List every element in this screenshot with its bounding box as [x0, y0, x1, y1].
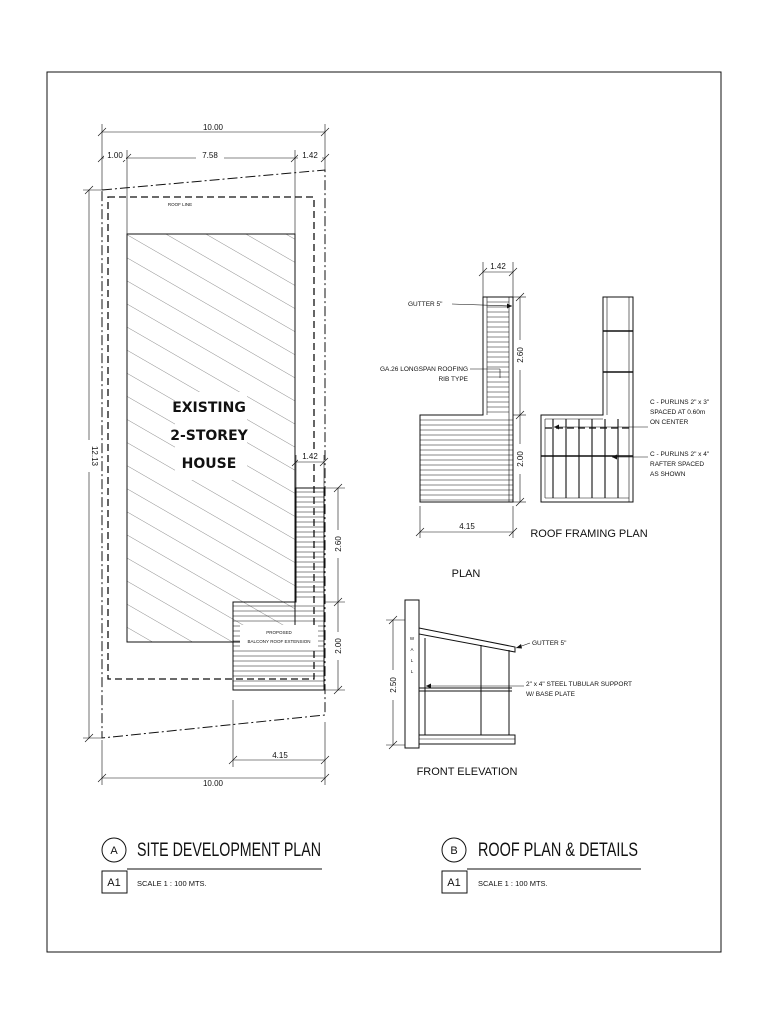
roof-plan — [380, 261, 527, 580]
plan-caption: PLAN — [451, 568, 481, 580]
framing-purlins-line1: C - PURLINS 2" x 3" — [650, 399, 710, 406]
roof-framing-plan — [530, 297, 710, 540]
plan-dim-upper: 2.60 — [516, 347, 525, 363]
title-a-letter: A — [110, 845, 118, 857]
title-a-scale: SCALE 1 : 100 MTS. — [137, 879, 207, 888]
site-dim-balcony-width: 1.42 — [302, 452, 318, 461]
title-b-sheet: A1 — [447, 877, 461, 889]
plan-dim-top: 1.42 — [490, 262, 506, 271]
plan-dim-lower: 2.00 — [516, 451, 525, 467]
plan-dim-base: 4.15 — [459, 522, 475, 531]
framing-rafter-line3: AS SHOWN — [650, 471, 686, 478]
plan-roofing-label-line2: RIB TYPE — [438, 376, 468, 383]
site-dim-middle: 7.58 — [202, 151, 218, 160]
framing-purlins-line3: ON CENTER — [650, 419, 689, 426]
site-dim-balcony-base: 4.15 — [272, 751, 288, 760]
site-dim-right-offset: 1.42 — [302, 151, 318, 160]
elevation-dim-height: 2.50 — [389, 677, 398, 693]
front-elevation — [386, 600, 632, 778]
wall-letter-1: W — [409, 636, 415, 641]
elevation-support-line2: W/ BASE PLATE — [526, 691, 576, 698]
proposed-label-line1: PROPOSED — [266, 630, 292, 635]
existing-house — [127, 234, 295, 642]
wall-letter-2: A — [410, 647, 414, 652]
plan-gutter-label: GUTTER 5" — [408, 301, 443, 308]
title-a-sheet: A1 — [107, 877, 121, 889]
site-dim-left-offset: 1.00 — [107, 151, 123, 160]
site-dim-balcony-upper: 2.60 — [334, 536, 343, 552]
title-b-letter: B — [450, 845, 458, 857]
proposed-label-line2: BALCONY ROOF EXTENSION — [247, 639, 311, 644]
title-b-scale: SCALE 1 : 100 MTS. — [478, 879, 548, 888]
framing-purlins-line2: SPACED AT 0.60m — [650, 409, 706, 416]
roof-line-label: ROOF LINE — [167, 202, 193, 207]
framing-caption: ROOF FRAMING PLAN — [530, 528, 648, 540]
title-a-text: SITE DEVELOPMENT PLAN — [137, 840, 321, 861]
site-dim-balcony-lower: 2.00 — [334, 638, 343, 654]
site-development-plan — [83, 123, 345, 788]
title-block-a — [102, 838, 322, 893]
framing-rafter-line2: RAFTER SPACED — [650, 461, 705, 468]
title-b-text: ROOF PLAN & DETAILS — [478, 840, 638, 861]
elevation-gutter-label: GUTTER 5" — [532, 640, 567, 647]
site-dim-height: 12.13 — [90, 445, 99, 467]
wall-letter-4: L — [410, 669, 414, 674]
site-dim-total-bottom: 10.00 — [202, 779, 224, 788]
elevation-support-line1: 2" x 4" STEEL TUBULAR SUPPORT — [526, 681, 632, 688]
site-dim-total-top: 10.00 — [202, 123, 224, 132]
title-block-b — [442, 838, 641, 893]
house-label-line1: EXISTING — [172, 400, 246, 416]
plan-roofing-label-line1: GA.26 LONGSPAN ROOFING — [379, 366, 468, 373]
wall-letter-3: L — [410, 658, 414, 663]
house-label-line2: 2-STOREY — [170, 428, 248, 444]
elevation-caption: FRONT ELEVATION — [416, 766, 518, 778]
framing-rafter-line1: C - PURLINS 2" x 4" — [650, 451, 710, 458]
house-label-line3: HOUSE — [181, 456, 237, 472]
